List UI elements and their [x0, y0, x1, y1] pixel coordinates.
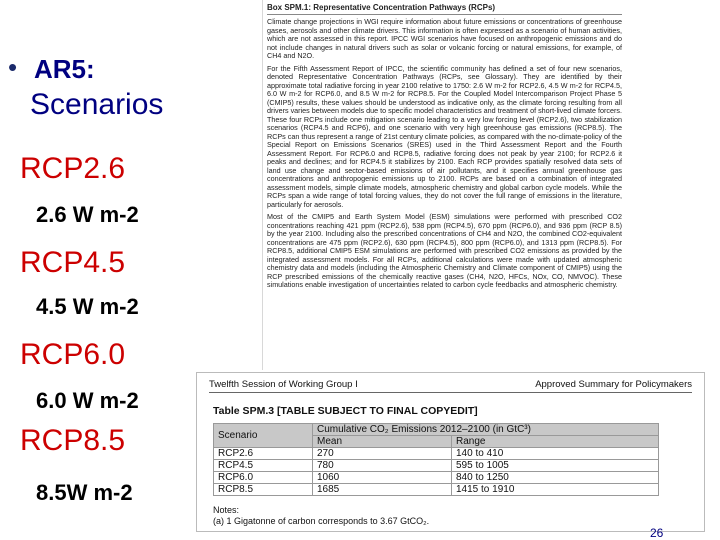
- box-paragraph-2: For the Fifth Assessment Report of IPCC, the scientific community has defined a set of four new scenarios, denoted Representative Concentration Pathways (RCPs, see Glossary). They are identified by their approximate total radiative forcing in year 2100 relative to 1750: 2.6 W m-2 for RCP2.6, 4.5 W m-2 for RCP4.5, 6.0 W m-2 for RCP6.0, and 8.5 W m-2 for RCP8.5. For the Coupled Model Intercomparison Project Phase 5 (CMIP5) results, these values should be understood as indicative only, as the climate forcing resulting from all drivers varies between models due to specific model characteristics and treatment of short-lived climate forcers. These four RCPs include one mitigation scenario leading to a very low forcing level (RCP2.6), two stabilization scenarios (RCP4.5 and RCP6), and one scenario with very high greenhouse gas emissions (RCP8.5). The RCPs can thus represent a range of 21st century climate policies, as compared with the no-climate-policy of the Special Report on Emissions Scenarios (SRES) used in the Third Assessment Report and the Fourth Assessment Report. For RCP6.0 and RCP8.5, radiative forcing does not peak by year 2100; for RCP2.6 it peaks and declines; and for RCP4.5 it stabilizes by 2100. Each RCP provides spatially resolved data sets of land use change and sector-based emissions of air pollutants, and it specifies annual greenhouse gas concentrations and anthropogenic emissions up to 2100. RCPs are based on a combination of integrated assessment models, simple climate models, atmospheric chemistry and global carbon cycle models. While the RCPs span a wide range of total forcing values, they do not cover the full range of emissions in the literature, particularly for aerosols.: [267, 63, 622, 209]
- column-header-range: Range: [452, 436, 659, 448]
- scenario-rcp60-forcing: 6.0 W m-2: [36, 388, 139, 413]
- table-notes: [213, 505, 429, 527]
- box-paragraph-1: Climate change projections in WGI require information about future emissions or concentrations of greenhouse gases, aerosols and other climate drivers. This information is often expressed as a scenario of human activities, which are not assessed in this report. IPCC WGI scenarios have focused on anthropogenic emissions and do not include changes in natural drivers such as solar or volcanic forcing or natural emissions, for example, of CH4 and N2O.: [267, 17, 622, 60]
- scenario-rcp26-label: RCP2.6: [20, 152, 126, 185]
- emissions-table: [213, 423, 659, 496]
- box-spm1-excerpt: [262, 0, 626, 370]
- cell-mean: 270: [313, 448, 452, 460]
- running-header-right: Approved Summary for Policymakers: [535, 379, 692, 390]
- cell-scenario: RCP2.6: [214, 448, 313, 460]
- note-a: (a) 1 Gigatonne of carbon corresponds to 3.67 GtCO₂.: [213, 516, 430, 526]
- scenario-rcp85-forcing: 8.5W m-2: [36, 480, 133, 505]
- table-row: [214, 460, 659, 472]
- scenario-rcp85-label: RCP8.5: [20, 424, 126, 457]
- cell-range: 140 to 410: [452, 448, 659, 460]
- table-row: [214, 472, 659, 484]
- cell-scenario: RCP8.5: [214, 484, 313, 496]
- cell-mean: 1685: [313, 484, 452, 496]
- cell-mean: 1060: [313, 472, 452, 484]
- column-header-mean: Mean: [313, 436, 452, 448]
- slide-heading-line1: AR5:: [34, 54, 95, 84]
- running-header-left: Twelfth Session of Working Group I: [209, 379, 358, 390]
- table-running-header: [209, 379, 692, 393]
- box-paragraph-3: Most of the CMIP5 and Earth System Model (ESM) simulations were performed with prescribed CO2 concentrations reaching 421 ppm (RCP2.6), 538 ppm (RCP4.5), 670 ppm (RCP6.0), and 936 ppm (RCP 8.5) by the year 2100. Including also the prescribed concentrations of CH4 and N2O, the combined CO2-equivalent concentrations are 475 ppm (RCP2.6), 630 ppm (RCP4.5), 800 ppm (RCP6.0), and 1313 ppm (RCP8.5). For RCP8.5, additional CMIP5 ESM simulations are performed with prescribed CO2 emissions as provided by the integrated assessment models. For all RCPs, additional calculations were made with updated atmospheric chemistry data and models (including the Atmospheric Chemistry and Climate component of CMIP5) using the RCP prescribed emissions of the chemically reactive gases (CH4, N2O, HFCs, NOx, CO, NMVOC). These simulations enable investigation of uncertainties related to carbon cycle feedbacks and atmospheric chemistry.: [267, 212, 622, 289]
- table-row: [214, 484, 659, 496]
- scenario-rcp45-label: RCP4.5: [20, 246, 126, 279]
- scenario-rcp45-forcing: 4.5 W m-2: [36, 294, 139, 319]
- cell-scenario: RCP4.5: [214, 460, 313, 472]
- scenario-rcp26-forcing: 2.6 W m-2: [36, 202, 139, 227]
- slide-heading-line2: Scenarios: [30, 88, 164, 121]
- scenario-rcp60-label: RCP6.0: [20, 338, 126, 371]
- table-header-row: [214, 424, 659, 436]
- cell-scenario: RCP6.0: [214, 472, 313, 484]
- cell-range: 840 to 1250: [452, 472, 659, 484]
- cell-range: 595 to 1005: [452, 460, 659, 472]
- table-spm3-excerpt: [196, 372, 705, 532]
- page-number: 26: [650, 526, 664, 540]
- box-title: Box SPM.1: Representative Concentration Pathways (RCPs): [267, 3, 622, 15]
- bullet-icon: •: [8, 52, 18, 82]
- cell-range: 1415 to 1910: [452, 484, 659, 496]
- column-group-header: Cumulative CO₂ Emissions 2012–2100 (in GtC³): [313, 424, 659, 436]
- cell-mean: 780: [313, 460, 452, 472]
- table-row: [214, 448, 659, 460]
- table-title: Table SPM.3 [TABLE SUBJECT TO FINAL COPYEDIT]: [213, 405, 478, 417]
- column-header-scenario: Scenario: [214, 424, 313, 448]
- notes-label: Notes:: [213, 505, 240, 515]
